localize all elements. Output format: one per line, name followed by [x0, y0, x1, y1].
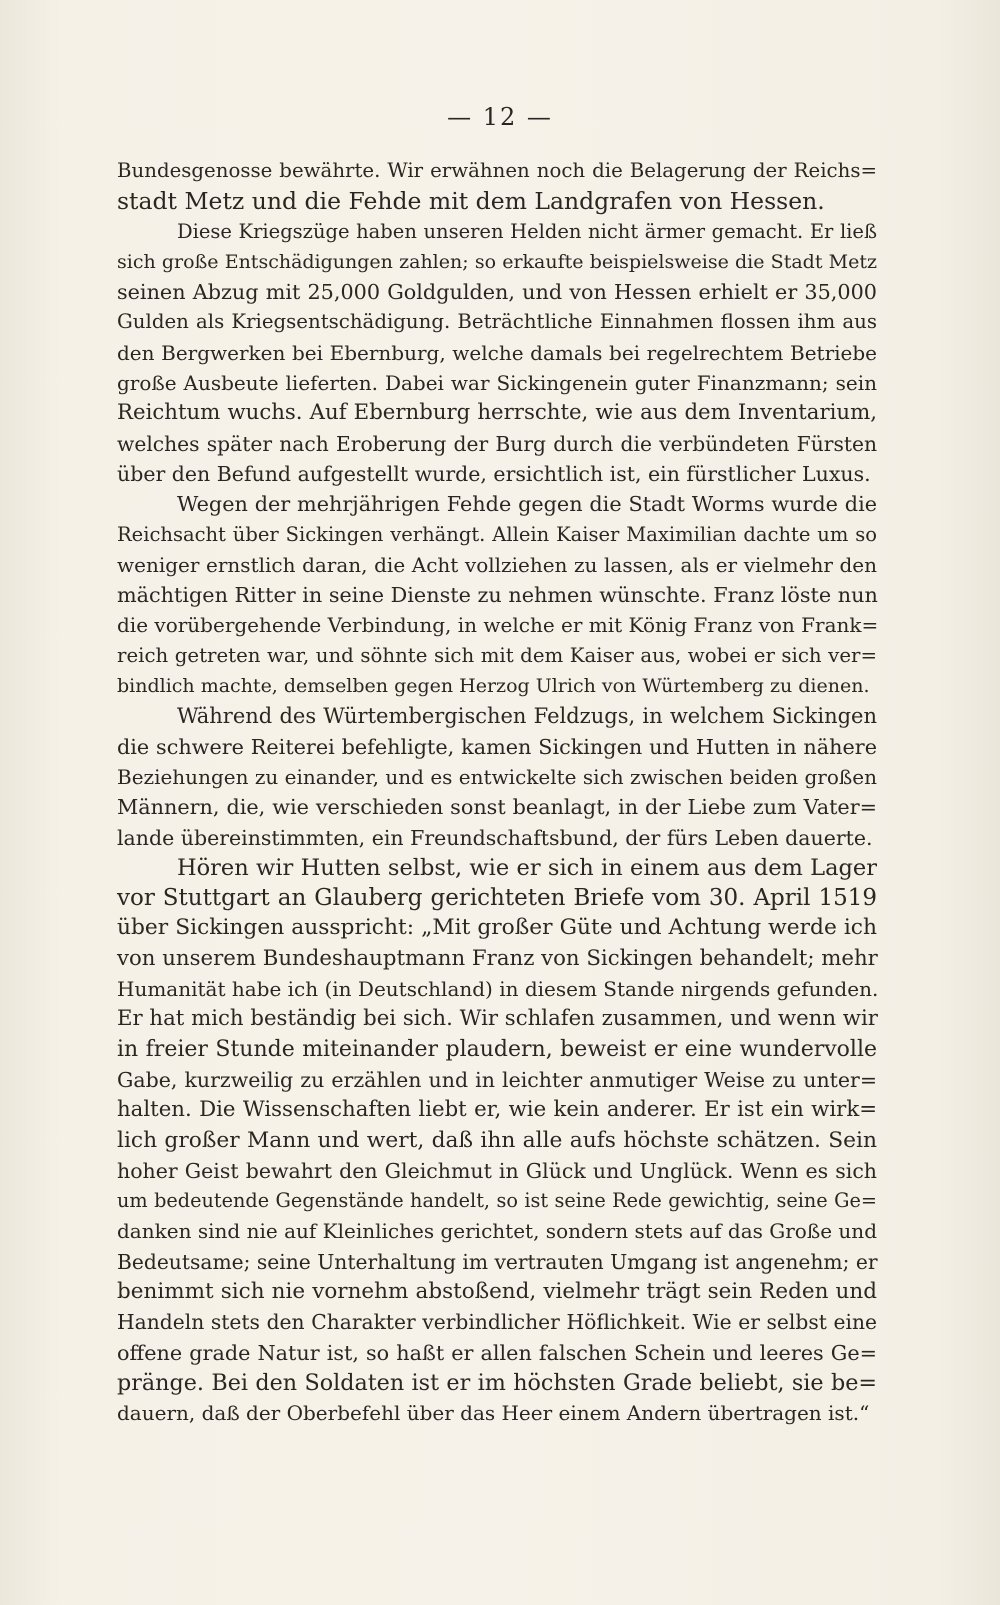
text-line: halten. Die Wissenschaften liebt er, wie kein anderer. Er ist ein wirk=: [117, 1097, 877, 1123]
text-line: Er hat mich beständig bei sich. Wir schlafen zusammen, und wenn wir: [117, 1006, 878, 1032]
text-line: seinen Abzug mit 25,000 Goldgulden, und von Hessen erhielt er 35,000: [117, 280, 877, 305]
text-line: große Ausbeute lieferten. Dabei war Sickingenein guter Finanzmann; sein: [117, 371, 877, 396]
text-line: Gulden als Kriegsentschädigung. Beträchtliche Einnahmen flossen ihm aus: [117, 310, 877, 334]
text-line: die vorübergehende Verbindung, in welche er mit König Franz von Frank=: [117, 613, 879, 638]
text-line: Beziehungen zu einander, und es entwickelte sich zwischen beiden großen: [117, 764, 877, 789]
text-line: hoher Geist bewahrt den Gleichmut in Glück und Unglück. Wenn es sich: [117, 1158, 877, 1183]
text-line: mächtigen Ritter in seine Dienste zu nehmen wünschte. Franz löste nun: [117, 583, 878, 608]
text-line: die schwere Reiterei befehligte, kamen Sickingen und Hutten in nähere: [117, 734, 877, 759]
text-line: den Bergwerken bei Ebernburg, welche damals bei regelrechtem Betriebe: [117, 340, 877, 365]
text-line: stadt Metz und die Fehde mit dem Landgrafen von Hessen.: [117, 187, 825, 216]
text-line: um bedeutende Gegenstände handelt, so ist seine Rede gewichtig, seine Ge=: [117, 1189, 877, 1213]
text-line: Hören wir Hutten selbst, wie er sich in einem aus dem Lager: [177, 854, 877, 881]
text-line: Bundesgenosse bewährte. Wir erwähnen noch die Belagerung der Reichs=: [117, 159, 877, 182]
text-line: dauern, daß der Oberbefehl über das Heer einem Andern übertragen ist.“: [117, 1401, 870, 1426]
text-line: reich getreten war, und söhnte sich mit dem Kaiser aus, wobei er sich ver=: [117, 643, 877, 667]
text-line: über den Befund aufgestellt wurde, ersichtlich ist, ein fürstlicher Luxus.: [117, 461, 871, 486]
text-line: benimmt sich nie vornehm abstoßend, vielmehr trägt sein Reden und: [117, 1278, 877, 1304]
text-line: Gabe, kurzweilig zu erzählen und in leichter anmutiger Weise zu unter=: [117, 1067, 877, 1092]
text-line: Wegen der mehrjährigen Fehde gegen die Stadt Worms wurde die: [177, 492, 877, 517]
text-line: Humanität habe ich (in Deutschland) in diesem Stande nirgends gefunden.: [117, 977, 879, 1002]
text-line: lande übereinstimmten, ein Freundschaftsbund, der fürs Leben dauerte.: [117, 825, 873, 850]
text-line: Bedeutsame; seine Unterhaltung im vertrauten Umgang ist angenehm; er: [117, 1249, 878, 1274]
text-line: offene grade Natur ist, so haßt er allen falschen Schein und leeres Ge=: [117, 1340, 877, 1365]
text-line: über Sickingen ausspricht: „Mit großer Güte und Achtung werde ich: [117, 915, 877, 941]
text-line: Reichsacht über Sickingen verhängt. Allein Kaiser Maximilian dachte um so: [117, 522, 877, 546]
text-line: Männern, die, wie verschieden sonst beanlagt, in der Liebe zum Vater=: [117, 795, 877, 820]
text-line: welches später nach Eroberung der Burg durch die verbündeten Fürsten: [117, 431, 877, 456]
text-line: in freier Stunde miteinander plaudern, beweist er eine wundervolle: [117, 1036, 877, 1062]
text-line: danken sind nie auf Kleinliches gerichtet, sondern stets auf das Große und: [117, 1219, 877, 1244]
text-line: Reichtum wuchs. Auf Ebernburg herrschte, wie aus dem Inventarium,: [117, 400, 877, 426]
text-line: lich großer Mann und wert, daß ihn alle aufs höchste schätzen. Sein: [117, 1127, 877, 1153]
text-line: sich große Entschädigungen zahlen; so erkaufte beispielsweise die Stadt Metz: [117, 250, 877, 273]
text-line: pränge. Bei den Soldaten ist er im höchsten Grade beliebt, sie be=: [117, 1369, 877, 1396]
text-line: bindlich machte, demselben gegen Herzog Ulrich von Würtemberg zu dienen.: [117, 675, 870, 698]
page-number: — 12 —: [447, 103, 553, 131]
text-line: Während des Würtembergischen Feldzugs, in welchem Sickingen: [177, 704, 877, 729]
text-line: Handeln stets den Charakter verbindlicher Höflichkeit. Wie er selbst eine: [117, 1310, 877, 1335]
text-line: von unserem Bundeshauptmann Franz von Sickingen behandelt; mehr: [117, 945, 878, 971]
text-line: vor Stuttgart an Glauberg gerichteten Briefe vom 30. April 1519: [117, 885, 877, 912]
body-text: [117, 156, 877, 1428]
text-line: weniger ernstlich daran, die Acht vollziehen zu lassen, als er vielmehr den: [117, 552, 877, 577]
text-line: Diese Kriegszüge haben unseren Helden nicht ärmer gemacht. Er ließ: [177, 219, 877, 243]
